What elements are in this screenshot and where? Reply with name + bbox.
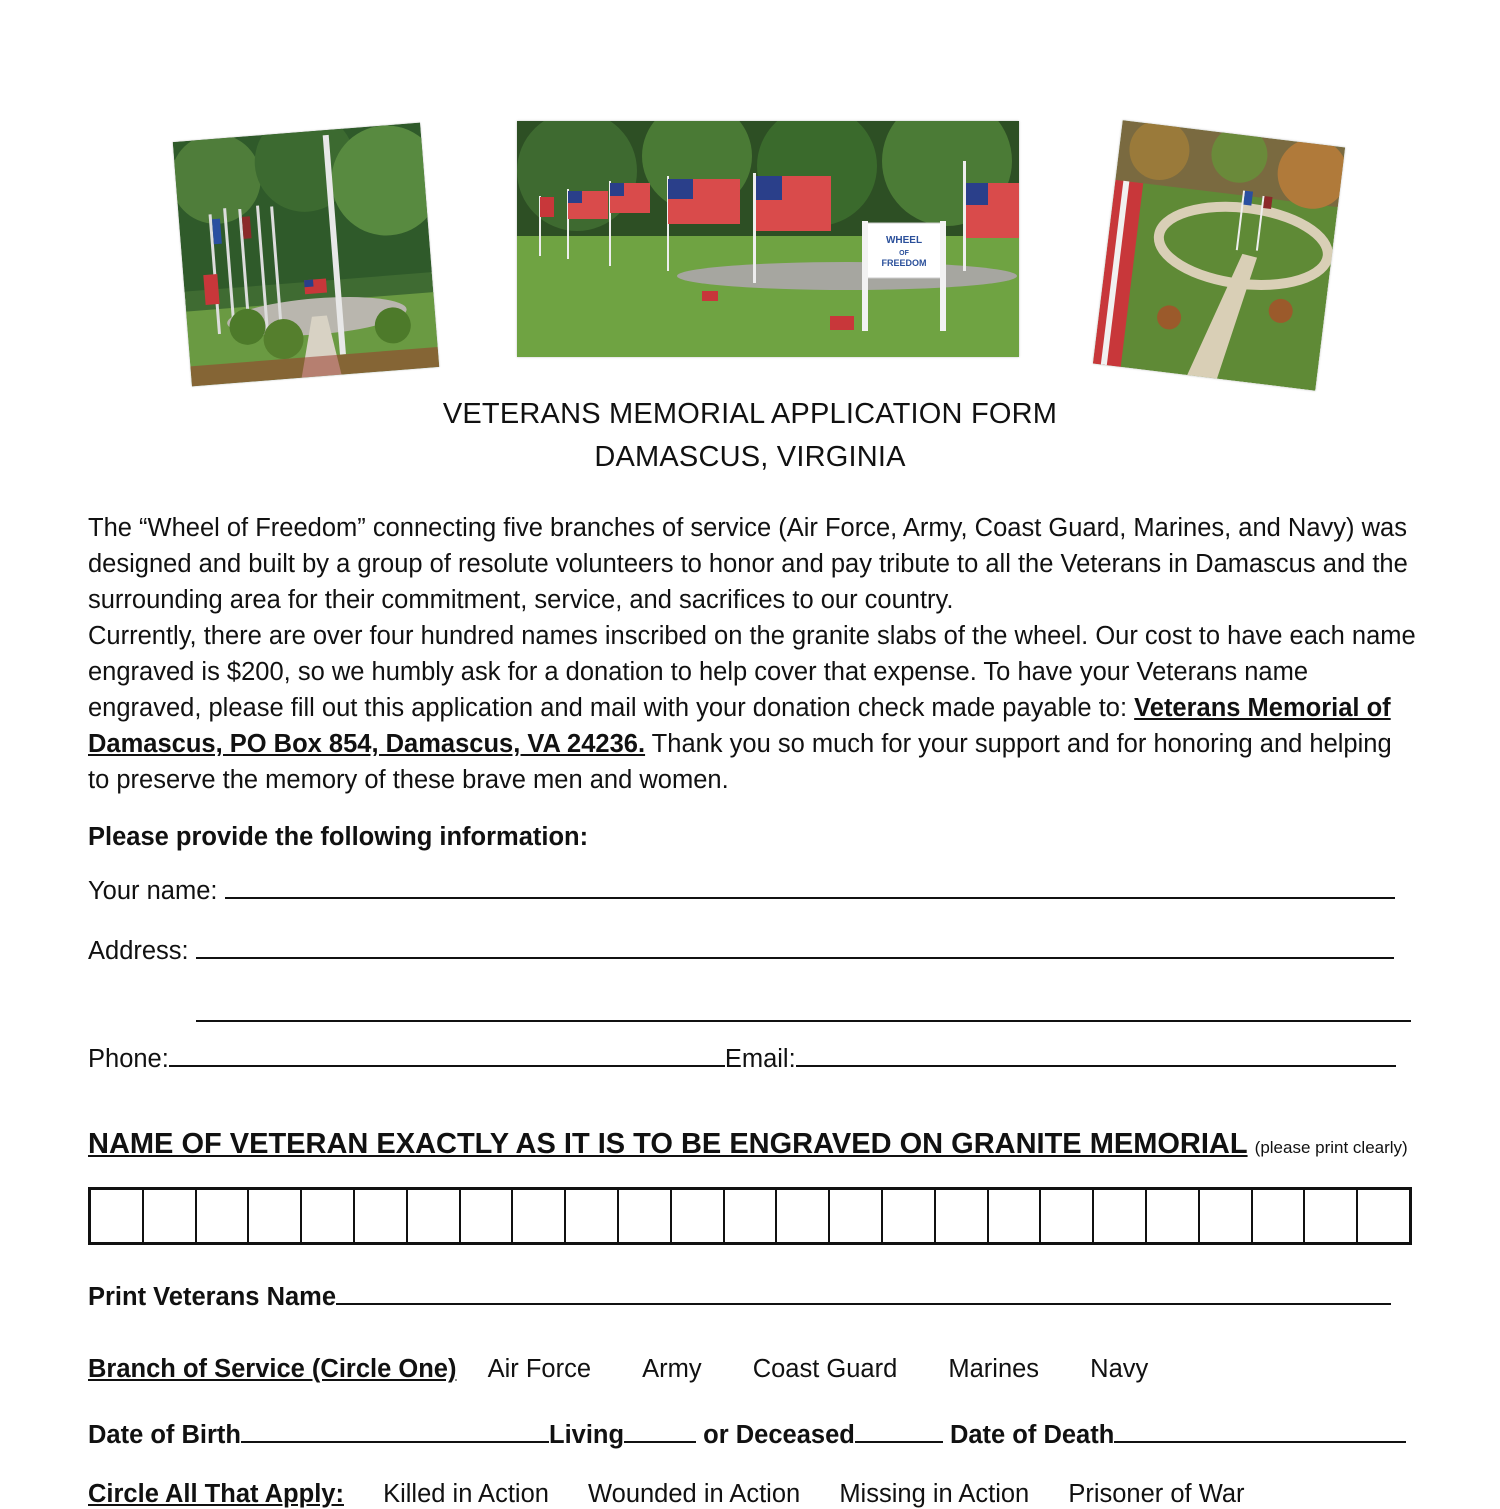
letter-box[interactable]: [566, 1190, 619, 1242]
contact-row: [88, 1045, 1396, 1074]
dod-label: Date of Death: [942, 1421, 1115, 1449]
print-name-label: Print Veterans Name: [88, 1283, 337, 1311]
address-label: Address:: [88, 937, 196, 965]
letter-box[interactable]: [513, 1190, 566, 1242]
intro-paragraph-2-tail: Thank you so much for your support and for honoring and helping to preserve the memory of these brave men and women.: [88, 730, 1392, 794]
apply-prisoner-of-war[interactable]: Prisoner of War: [1068, 1480, 1245, 1508]
letter-box[interactable]: [1147, 1190, 1200, 1242]
dob-label: Date of Birth: [88, 1421, 241, 1449]
email-label: Email:: [724, 1045, 796, 1073]
deceased-label: or Deceased: [696, 1421, 855, 1449]
letter-box[interactable]: [461, 1190, 514, 1242]
letter-box[interactable]: [1041, 1190, 1094, 1242]
living-label: Living: [549, 1421, 625, 1449]
letter-box[interactable]: [91, 1190, 144, 1242]
address-row: [88, 937, 1394, 966]
engrave-note: (please print clearly): [1254, 1138, 1408, 1157]
letter-box[interactable]: [249, 1190, 302, 1242]
branch-marines[interactable]: Marines: [948, 1355, 1040, 1383]
letter-box[interactable]: [1094, 1190, 1147, 1242]
letter-box[interactable]: [1200, 1190, 1253, 1242]
phone-field[interactable]: [169, 1064, 725, 1067]
branch-row: [88, 1355, 1148, 1384]
photo-aerial-wheel: [1093, 120, 1345, 390]
letter-box[interactable]: [355, 1190, 408, 1242]
letter-box[interactable]: [144, 1190, 197, 1242]
apply-killed-in-action[interactable]: Killed in Action: [383, 1480, 549, 1508]
engraving-letter-grid[interactable]: [88, 1187, 1412, 1245]
sign-line-2: OF: [899, 250, 909, 257]
apply-missing-in-action[interactable]: Missing in Action: [839, 1480, 1030, 1508]
photo-flag-plaza: [173, 123, 439, 387]
letter-box[interactable]: [830, 1190, 883, 1242]
letter-box[interactable]: [302, 1190, 355, 1242]
letter-box[interactable]: [1358, 1190, 1409, 1242]
intro-paragraph-2-lead: Currently, there are over four hundred names inscribed on the granite slabs of the wheel. Our cost to have each name engraved is $200, so we humbly ask for a donation to help cover that expense. To have your Veterans name engraved, please fill out this application and mail with your donation check made payable to:: [88, 622, 1416, 722]
apply-label: Circle All That Apply:: [88, 1480, 344, 1508]
page-subtitle: DAMASCUS, VIRGINIA: [594, 441, 906, 473]
intro-paragraph-2: [88, 618, 1418, 798]
sign-line-1: WHEEL: [885, 235, 923, 246]
letter-box[interactable]: [989, 1190, 1042, 1242]
sign-line-3: FREEDOM: [881, 258, 927, 268]
address-field-line-1[interactable]: [196, 956, 1394, 959]
intro-paragraph-1: The “Wheel of Freedom” connecting five branches of service (Air Force, Army, Coast Guard, Marines, and Navy) was designed and built by a group of resolute volunteers to honor and pay tribute to all the Veterans in Damascus and the surrounding area for their commitment, service, and sacrifices to our country.: [88, 514, 1408, 614]
your-name-row: [88, 877, 1395, 906]
intro-text: [88, 510, 1418, 798]
branch-label: Branch of Service (Circle One): [88, 1355, 457, 1383]
letter-box[interactable]: [619, 1190, 672, 1242]
print-name-row: [88, 1283, 1391, 1312]
engrave-heading: NAME OF VETERAN EXACTLY AS IT IS TO BE ENGRAVED ON GRANITE MEMORIAL: [88, 1128, 1248, 1160]
letter-box[interactable]: [883, 1190, 936, 1242]
branch-navy[interactable]: Navy: [1090, 1355, 1149, 1383]
apply-wounded-in-action[interactable]: Wounded in Action: [588, 1480, 801, 1508]
letter-box[interactable]: [408, 1190, 461, 1242]
section-heading: Please provide the following information:: [88, 823, 589, 851]
dates-row: [88, 1421, 1406, 1450]
letter-box[interactable]: [197, 1190, 250, 1242]
print-name-field[interactable]: [336, 1302, 1391, 1305]
address-field-line-2[interactable]: [196, 1020, 1411, 1022]
your-name-field[interactable]: [225, 896, 1395, 899]
engrave-heading-row: [88, 1128, 1408, 1161]
letter-box[interactable]: [777, 1190, 830, 1242]
letter-box[interactable]: [936, 1190, 989, 1242]
living-field[interactable]: [624, 1440, 696, 1443]
letter-box[interactable]: [672, 1190, 725, 1242]
dob-field[interactable]: [241, 1440, 549, 1443]
phone-label: Phone:: [88, 1045, 169, 1073]
branch-air-force[interactable]: Air Force: [487, 1355, 591, 1383]
photo-wheel-of-freedom-sign: [517, 121, 1019, 357]
your-name-label: Your name:: [88, 877, 225, 905]
letter-box[interactable]: [1305, 1190, 1358, 1242]
page-title: VETERANS MEMORIAL APPLICATION FORM: [442, 398, 1058, 430]
mailing-address: Veterans Memorial of Damascus, PO Box 854, Damascus, VA 24236.: [88, 694, 1391, 758]
letter-box[interactable]: [725, 1190, 778, 1242]
branch-coast-guard[interactable]: Coast Guard: [752, 1355, 898, 1383]
letter-box[interactable]: [1253, 1190, 1306, 1242]
deceased-field[interactable]: [855, 1440, 943, 1443]
dod-field[interactable]: [1114, 1440, 1406, 1443]
email-field[interactable]: [796, 1064, 1396, 1067]
apply-row: [88, 1480, 1245, 1509]
branch-army[interactable]: Army: [642, 1355, 702, 1383]
